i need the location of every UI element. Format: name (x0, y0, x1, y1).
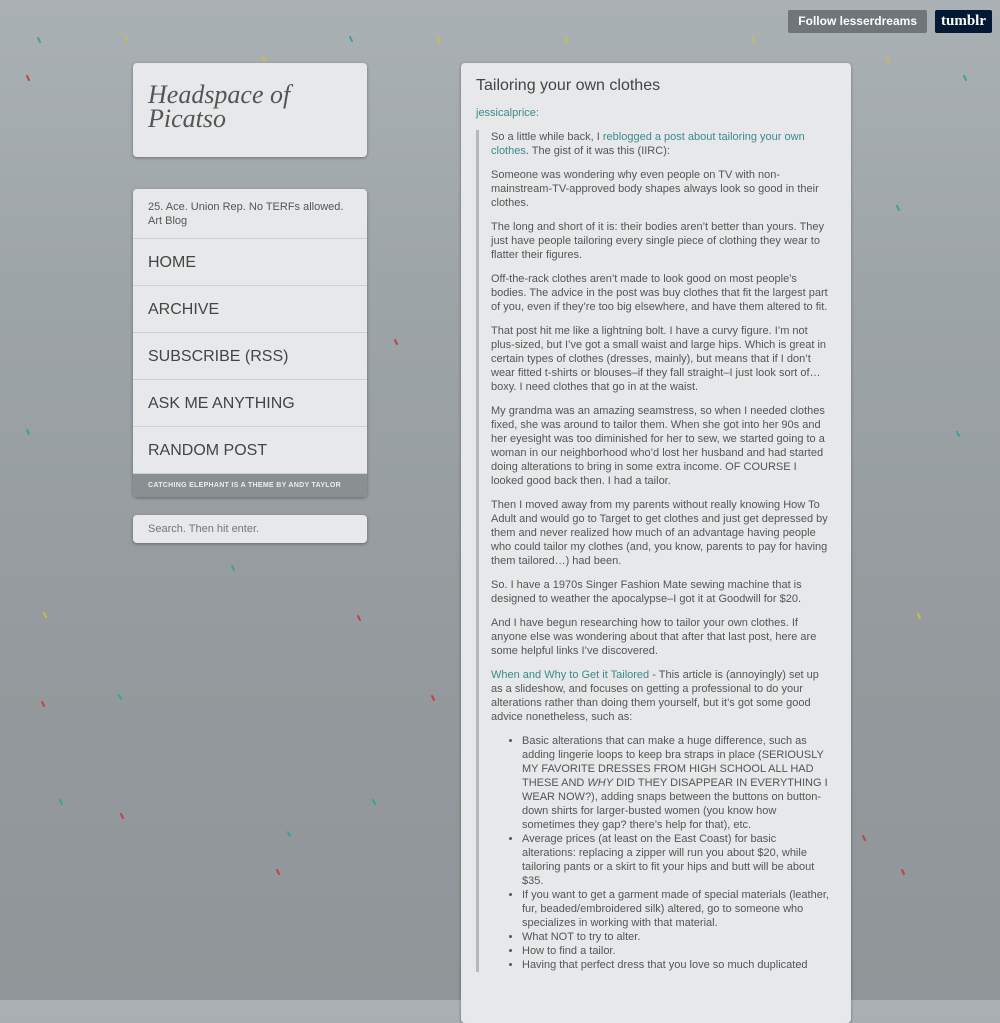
post-paragraph: My grandma was an amazing seamstress, so when I needed clothes fixed, she was around to tailor them. When she got into her 90s and her eyesight was too diminished for her to sew, we started going to a woman in our neighborhood who’d lost her husband and had started doing alterations to bring in some extra income. OF COURSE I looked good back then. I had a tailor. (491, 405, 825, 487)
text: DID THEY DISAPPEAR IN EVERYTHING I WEAR NOW?), adding snaps between the buttons on button-down shirts for larger-busted women (you know how sometimes they gap? there’s help for that), etc. (522, 777, 828, 831)
tumblr-controls (788, 10, 992, 33)
post-paragraph: The long and short of it is: their bodies aren’t better than yours. They just have people tailoring every single piece of clothing they wear to flatter their figures. (491, 221, 825, 261)
text: So a little while back, I (491, 131, 603, 143)
reblogged-post-link[interactable]: reblogged a post about tailoring your own clothes (491, 131, 805, 157)
post-paragraph: Then I moved away from my parents without really knowing How To Adult and would go to Target to get clothes and just get depressed by them and never realized how much of an advantage having people who could tailor my clothes (and, you know, parents to pay for having them tailored…) had been. (491, 499, 828, 567)
reblog-source-link[interactable]: jessicalprice: (476, 107, 539, 119)
list-item: • If you want to get a garment made of special materials (leather, fur, beaded/embroidered silk) altered, go to someone who specializes in working with that material. (522, 888, 831, 930)
post-title[interactable]: Tailoring your own clothes (476, 77, 661, 94)
list-item (522, 734, 831, 832)
post-paragraph: Someone was wondering why even people on TV with non-mainstream-TV-approved body shapes always look so good in their clothes. (491, 169, 819, 209)
article-link[interactable]: When and Why to Get it Tailored (491, 669, 650, 681)
advice-list (491, 734, 831, 972)
post-card (461, 63, 851, 1023)
post-paragraph: Off-the-rack clothes aren’t made to look good on most people’s bodies. The advice in the post was buy clothes that fit the largest part of you, even if they’re too big elsewhere, and have them altered to fit. (491, 273, 828, 313)
search-input[interactable] (133, 515, 367, 543)
post-paragraph: So. I have a 1970s Singer Fashion Mate sewing machine that is designed to weather the apocalypse–I got it at Goodwill for $20. (491, 579, 802, 605)
sidebar-nav (133, 189, 367, 497)
list-item: • Having that perfect dress that you love so much duplicated (522, 958, 831, 972)
post-paragraph (491, 130, 831, 158)
text: Basic alterations that can make a huge difference, such as adding lingerie loops to keep bra straps in place (SERIOUSLY MY FAVORITE DRESSES FROM HIGH SCHOOL ALL HAD THESE AND (522, 735, 824, 789)
follow-button[interactable]: Follow lesserdreams (788, 10, 927, 33)
nav-archive[interactable]: ARCHIVE (133, 286, 367, 333)
emphasis: WHY (587, 777, 614, 789)
text: . The gist of it was this (IIRC): (525, 145, 670, 157)
list-item: • What NOT to try to alter. (522, 930, 831, 944)
text: - This article is (annoyingly) set up as a slideshow, and focuses on getting a professional to do your alterations rather than doing them yourself, but it’s got some good advice nonetheless, such as: (491, 669, 819, 723)
nav-subscribe-rss[interactable]: SUBSCRIBE (RSS) (133, 333, 367, 380)
nav-ask-me-anything[interactable]: ASK ME ANYTHING (133, 380, 367, 427)
list-item: • How to find a tailor. (522, 944, 831, 958)
post-paragraph (491, 668, 831, 724)
post-blockquote (476, 130, 831, 972)
post-paragraph: That post hit me like a lightning bolt. I have a curvy figure. I’m not plus-sized, but I’ve got a small waist and large hips. Which is great in certain types of clothes (dresses, mainly), but means that if I don’t wear fitted t-shirts or blouses–if they fall straight–I just look sort of… boxy. I need clothes that go in at the waist. (491, 325, 827, 393)
post-paragraph: And I have begun researching how to tailor your own clothes. If anyone else was wondering about that after that last post, here are some helpful links I’ve discovered. (491, 617, 817, 657)
tumblr-logo-button[interactable]: tumblr (935, 10, 992, 33)
nav-random-post[interactable]: RANDOM POST (133, 427, 367, 474)
search-box (133, 515, 367, 543)
title-card (133, 63, 367, 157)
blog-description: 25. Ace. Union Rep. No TERFs allowed. Art Blog (133, 189, 367, 239)
list-item: • Average prices (at least on the East Coast) for basic alterations: replacing a zipper will run you about $20, while tailoring pants or a skirt to fit your hips and butt will be about $35. (522, 832, 831, 888)
nav-home[interactable]: HOME (133, 239, 367, 286)
theme-credit[interactable]: CATCHING ELEPHANT IS A THEME BY ANDY TAYLOR (133, 474, 367, 497)
site-title[interactable]: Headspace of Picatso (148, 80, 291, 133)
